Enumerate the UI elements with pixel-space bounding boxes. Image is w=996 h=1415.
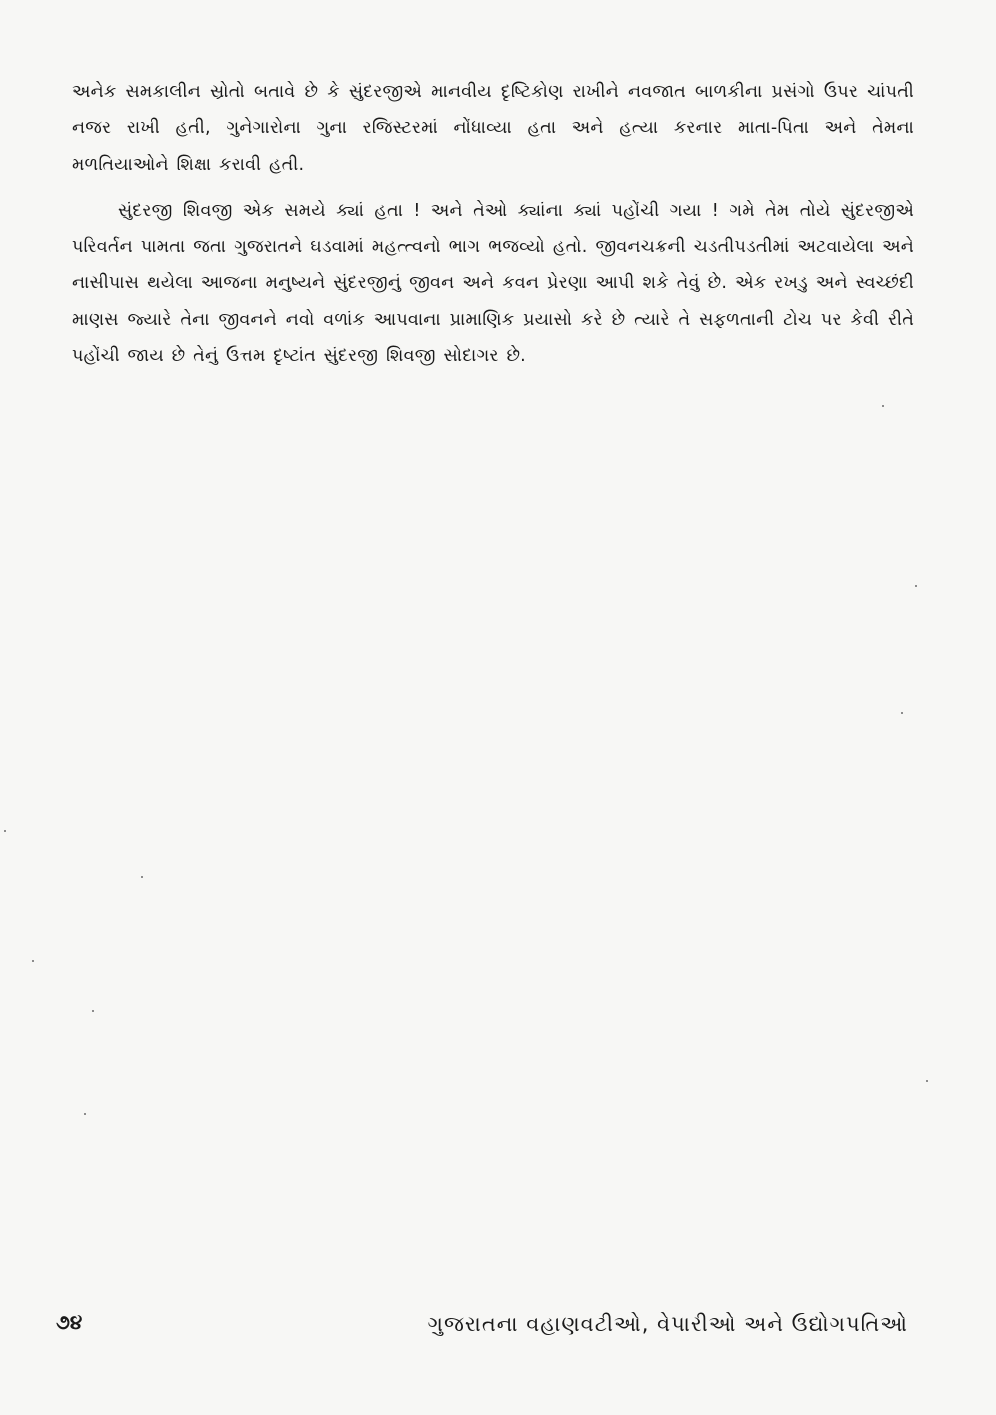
scan-speck — [882, 405, 884, 407]
scan-speck — [915, 585, 917, 587]
scan-speck — [32, 960, 34, 962]
scan-speck — [84, 1113, 86, 1115]
scan-speck — [4, 830, 6, 832]
scan-speck — [92, 1010, 94, 1012]
paragraph: અનેક સમકાલીન સ્રોતો બતાવે છે કે સુંદરજીએ માનવીય દૃષ્ટિકોણ રાખીને નવજાત બાળકીના પ્રસંગો ઉપર ચાંપતી નજર રાખી હતી, ગુનેગારોના ગુના રજિસ્ટરમાં નોંધાવ્યા હતા અને હત્યા કરનાર માતા-પિતા અને તેમના મળતિયાઓને શિક્ષા કરાવી હતી. — [72, 82, 914, 175]
running-title: ગુજરાતના વહાણવટીઓ, વેપારીઓ અને ઉદ્યોગપતિઓ — [427, 1312, 908, 1336]
scan-speck — [901, 712, 903, 714]
page-footer — [56, 1310, 908, 1346]
body-text — [72, 74, 914, 374]
paragraph: સુંદરજી શિવજી એક સમયે ક્યાં હતા ! અને તેઓ ક્યાંના ક્યાં પહોંચી ગયા ! ગમે તેમ તોયે સુંદરજીએ પરિવર્તન પામતા જતા ગુજરાતને ઘડવામાં મહત્ત્વનો ભાગ ભજવ્યો હતો. જીવનચક્રની ચડતીપડતીમાં અટવાયેલા અને નાસીપાસ થયેલા આજના મનુષ્યને સુંદરજીનું જીવન અને કવન પ્રેરણા આપી શકે તેવું છે. એક રખડુ અને સ્વચ્છંદી માણસ જ્યારે તેના જીવનને નવો વળાંક આપવાના પ્રામાણિક પ્રયાસો કરે છે ત્યારે તે સફળતાની ટોચ પર કેવી રીતે પહોંચી જાય છે તેનું ઉત્તમ દૃષ્ટાંત સુંદરજી શિવજી સોદાગર છે. — [72, 200, 914, 367]
page-number: ૭૪ — [56, 1310, 83, 1334]
scan-speck — [141, 876, 143, 878]
scan-speck — [926, 1080, 928, 1082]
